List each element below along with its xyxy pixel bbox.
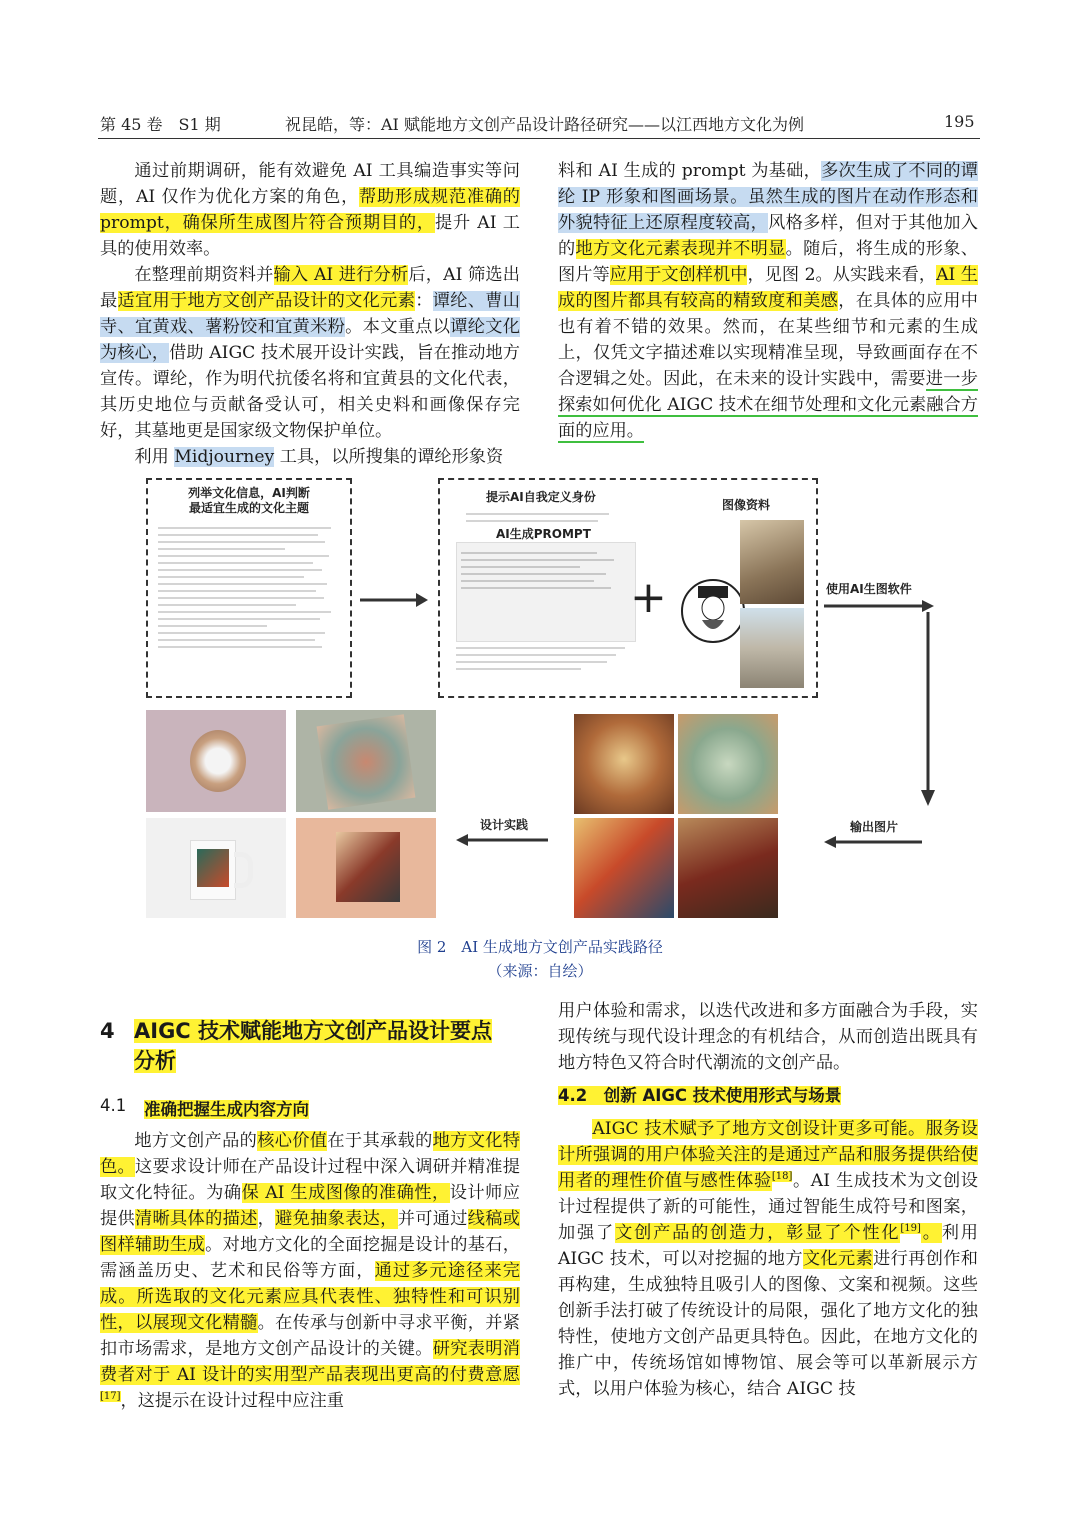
left-column-bottom bbox=[100, 1128, 520, 1414]
generated-image-3 bbox=[574, 818, 674, 918]
paragraph bbox=[100, 444, 520, 470]
highlight: 清晰具体的描述 bbox=[135, 1209, 258, 1229]
highlight: 适宜用于地方文创产品设计的文化元素 bbox=[117, 291, 416, 311]
right-column-top bbox=[558, 158, 978, 444]
text: 。随后，将生成的形象、图片等 bbox=[558, 239, 978, 285]
highlight: 保 AI 生成图像的准确性， bbox=[241, 1183, 450, 1203]
highlight: 地方文化特色。 bbox=[100, 1131, 520, 1177]
highlight: 地方文化元素表现并不明显 bbox=[575, 239, 786, 259]
text: 提升 AI 工具的使用效率。 bbox=[100, 213, 520, 259]
citation: [17] bbox=[100, 1391, 121, 1403]
mockup-puzzle bbox=[296, 818, 436, 918]
mockup-mousepad bbox=[146, 710, 286, 812]
highlight: 文化元素 bbox=[802, 1249, 874, 1269]
portrait-painting-image bbox=[740, 520, 804, 604]
subsection-4-2-text bbox=[558, 1086, 841, 1105]
box-subtitle: AI生成PROMPT bbox=[496, 527, 591, 541]
image-label: 图像资料 bbox=[722, 498, 771, 512]
paragraph: 用户体验和需求，以迭代改进和多方面融合为手段，实现传统与现代设计理念的有机结合，从而创造出既具有地方特色又符合时代潮流的文创产品。 bbox=[558, 1001, 978, 1073]
running-title: 祝昆皓，等：AI 赋能地方文创产品设计路径研究——以江西地方文化为例 bbox=[285, 115, 804, 134]
highlight-blue: 谭纶、曹山寺、宜黄戏、薯粉饺和宜黄米粉 bbox=[100, 291, 520, 337]
arrow-down bbox=[918, 612, 938, 808]
right-column-bottom-2 bbox=[558, 1116, 978, 1402]
highlight: 文创产品的创造力，彰显了个性化 bbox=[615, 1223, 901, 1243]
text: 利用 AIGC 技术，可以对挖掘的地方 bbox=[558, 1223, 978, 1269]
volume-issue: 第 45 卷 S1 期 bbox=[100, 115, 221, 134]
text: 工具，以所搜集的谭纶形象资 bbox=[274, 447, 504, 467]
text: 借助 AIGC 技术展开设计实践，旨在推动地方宣传。谭纶，作为明代抗倭名将和宜黄县的文化代表，其历史地位与贡献备受认可，相关史料和画像保存完好，其墓地更是国家级文物保护单位。 bbox=[100, 343, 520, 441]
text: 设计师应提供 bbox=[100, 1183, 520, 1229]
text: ，在具体的应用中也有着不错的效果。然而，在某些细节和元素的生成上，仅凭文字描述难以实现精准呈现，导致画面存在不合逻辑之处。因此，在未来的设计实践中，需要 bbox=[558, 291, 978, 389]
highlight: 避免抽象表达， bbox=[275, 1209, 398, 1229]
left-column-top bbox=[100, 158, 520, 470]
text: 。对地方文化的全面挖掘是设计的基石，需涵盖历史、艺术和民俗等方面， bbox=[100, 1235, 520, 1281]
text: ，这提示在设计过程中应注重 bbox=[120, 1391, 344, 1411]
highlight: 核心价值 bbox=[257, 1131, 328, 1151]
label-design-practice: 设计实践 bbox=[480, 818, 529, 832]
paragraph bbox=[100, 1128, 520, 1414]
subsection-number: 4.1 bbox=[100, 1096, 127, 1115]
text: 这要求设计师在产品设计过程中深入调研并精准提取文化特征。为确 bbox=[100, 1157, 520, 1203]
citation: [19] bbox=[900, 1223, 921, 1235]
text: ，见图 2。从实践来看， bbox=[747, 265, 937, 285]
page-number: 195 bbox=[944, 112, 975, 131]
highlight: AI 生成的图片都具有较高的精致度和美感 bbox=[558, 265, 978, 311]
highlight: AIGC 技术赋予了地方文创设计更多可能。服务设计所强调的用户体验关注的是通过产品和服务提供给使用者的理性价值与感性体验 bbox=[558, 1119, 978, 1191]
highlight-blue: 谭纶文化为核心， bbox=[100, 317, 520, 363]
text: 。在传承与创新中寻求平衡，并紧扣市场需求，是地方文创产品设计的关键。 bbox=[100, 1313, 520, 1359]
text: 料和 AI 生成的 prompt 为基础， bbox=[558, 161, 822, 181]
box-title: 列举文化信息，AI判断 最适宜生成的文化主题 bbox=[188, 486, 310, 515]
prompt-panel bbox=[456, 542, 636, 642]
generated-image-4 bbox=[678, 818, 778, 918]
text: 在于其承载的 bbox=[327, 1131, 433, 1151]
text: 。本文重点以 bbox=[345, 317, 451, 337]
label-use-ai-software: 使用AI生图软件 bbox=[826, 582, 912, 596]
header-rule bbox=[98, 138, 980, 139]
text: 进行再创作和再构建，生成独特且吸引人的图像、文案和视频。这些创新手法打破了传统设计的局限，强化了地方文化的独特性，使地方文创产品更具特色。因此，在地方文化的推广中，传统场馆如博物馆、展会等可以革新展示方式，以用户体验为核心，结合 AIGC 技 bbox=[558, 1249, 978, 1399]
generated-image-1 bbox=[574, 714, 674, 814]
subsection-title: 创新 AIGC 技术使用形式与场景 bbox=[603, 1086, 842, 1105]
paragraph bbox=[100, 262, 520, 444]
subsection-title-text: 准确把握生成内容方向 bbox=[144, 1100, 309, 1119]
text: 。AI 生成技术为文创设计过程提供了新的可能性，通过智能生成符号和图案，加强了 bbox=[558, 1171, 978, 1243]
text: 地方文创产品的 bbox=[134, 1131, 258, 1151]
statue-image bbox=[740, 608, 804, 688]
section-number: 4 bbox=[100, 1019, 115, 1043]
text: ： bbox=[415, 291, 433, 311]
mockup-mug bbox=[146, 818, 286, 918]
text: 利用 bbox=[134, 447, 175, 467]
citation: [18] bbox=[771, 1171, 793, 1183]
figure-caption: 图 2 AI 生成地方文创产品实践路径 bbox=[417, 938, 663, 956]
paragraph bbox=[558, 158, 978, 444]
section-title-text: AIGC 技术赋能地方文创产品设计要点分析 bbox=[134, 1019, 493, 1073]
box-title: 提示AI自我定义身份 bbox=[486, 490, 596, 504]
underline-green: 进一步探索如何优化 AIGC 技术在细节处理和文化元素融合方面的应用。 bbox=[558, 369, 978, 441]
text-lines bbox=[148, 516, 350, 659]
text: 风格多样，但对于其他加入的 bbox=[558, 213, 978, 259]
highlight-blue: Midjourney bbox=[174, 447, 275, 467]
figure-box-prompt bbox=[438, 478, 818, 698]
figure-box-culture-list bbox=[146, 478, 352, 698]
text: 后，AI 筛选出最 bbox=[100, 265, 520, 311]
arrow-right-1 bbox=[358, 590, 430, 610]
subsection-number: 4.2 bbox=[558, 1086, 588, 1105]
label-output-images: 输出图片 bbox=[850, 820, 899, 834]
mockup-pillow bbox=[296, 710, 436, 812]
figure-source: （来源：自绘） bbox=[487, 962, 593, 980]
highlight: 研究表明消费者对于 AI 设计的实用型产品表现出更高的付费意愿 bbox=[100, 1339, 520, 1385]
subsection-4-2 bbox=[558, 1082, 841, 1106]
text: ， bbox=[257, 1209, 276, 1229]
portrait-sketch-icon bbox=[680, 576, 746, 646]
highlight: 帮助形成规范准确的 prompt，确保所生成图片符合预期目的， bbox=[100, 187, 520, 233]
generated-image-2 bbox=[678, 714, 778, 814]
text: 并可通过 bbox=[397, 1209, 468, 1229]
highlight: 应用于文创样机中 bbox=[609, 265, 748, 285]
highlight: 。 bbox=[920, 1223, 942, 1243]
right-column-bottom bbox=[558, 998, 978, 1076]
text: 通过前期调研，能有效避免 AI 工具编造事实等问题，AI 仅作为优化方案的角色， bbox=[100, 161, 520, 207]
paragraph bbox=[100, 158, 520, 262]
highlight: 输入 AI 进行分析 bbox=[273, 265, 409, 285]
subsection-title bbox=[144, 1096, 309, 1120]
arrow-left-1 bbox=[822, 834, 926, 850]
paragraph bbox=[558, 1116, 978, 1402]
text: 在整理前期资料并 bbox=[134, 265, 274, 285]
highlight: 通过多元途径来完成。所选取的文化元素应具代表性、独特性和可识别性，以展现文化精髓 bbox=[100, 1261, 520, 1333]
highlight-blue: 多次生成了不同的谭纶 IP 形象和图画场景。虽然生成的图片在动作形态和外貌特征上还原程度较高， bbox=[558, 161, 978, 233]
section-title bbox=[134, 1016, 500, 1076]
plus-sign: + bbox=[630, 572, 667, 623]
arrow-left-2 bbox=[454, 832, 550, 848]
highlight: 线稿或图样辅助生成 bbox=[100, 1209, 520, 1255]
